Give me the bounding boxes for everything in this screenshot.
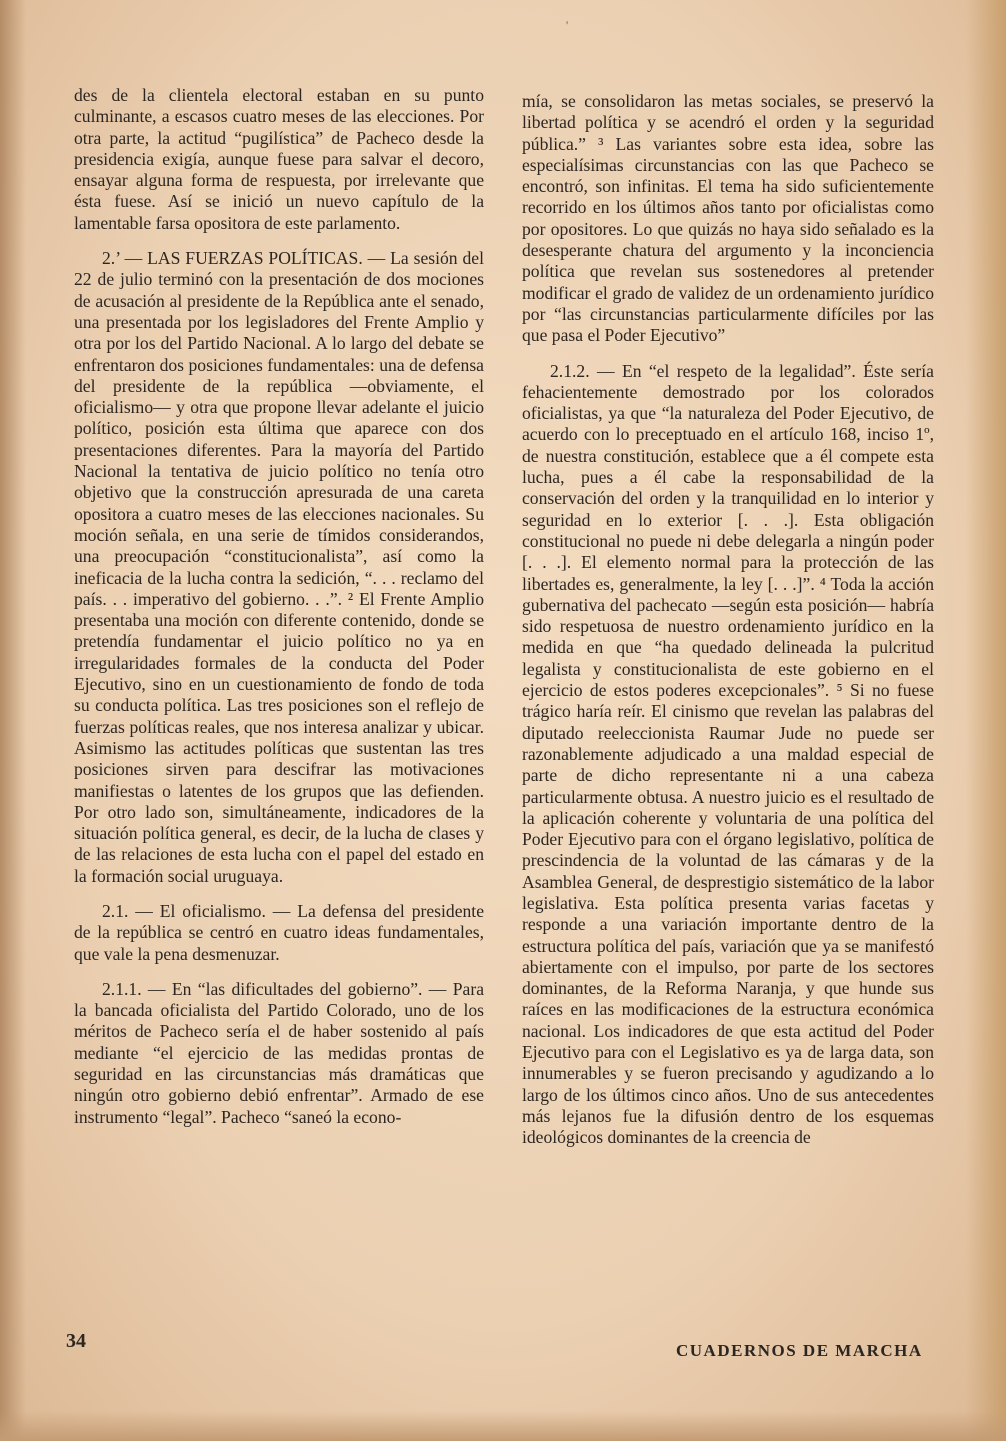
right-column xyxy=(522,91,934,1149)
paragraph-section-2-1-1: 2.1.1. — En “las dificultades del gobierno”. — Para la bancada oficialista del Partido Colorado, uno de los méritos de Pacheco sería el de haber sostenido al país mediante “el ejercicio de las medidas prontas de seguridad en las circunstancias más dramáticas que ningún otro gobierno debió enfrentar”. Armado de ese instrumento “legal”. Pacheco “saneó la econo- xyxy=(74,978,484,1127)
running-footer: CUADERNOS DE MARCHA xyxy=(676,1341,923,1360)
paragraph-section-2-1: 2.1. — El oficialismo. — La defensa del presidente de la república se centró en cuatro ideas fundamentales, que vale la pena desmenuzar. xyxy=(74,900,484,964)
page-edge-shadow-right xyxy=(966,0,1006,1441)
paragraph-section-2-1-2: 2.1.2. — En “el respeto de la legalidad”. Éste sería fehacientemente demostrado por los colorados oficialistas, ya que “la naturaleza del Poder Ejecutivo, de acuerdo con lo preceptuado en el artículo 168, inciso 1º, de nuestra constitución, establece que a él compete esta lucha, pues a él cabe la responsabilidad de la conservación del orden y la tranquilidad en lo interior y seguridad en lo exterior [. . .]. Esta obligación constitucional no puede ni debe delegarla a ningún poder [. . .]. El elemento normal para la protección de las libertades es, generalmente, la ley [. . .]”. ⁴ Toda la acción gubernativa del pachecato —según esta posición— habría sido respetuosa de nuestro ordenamiento jurídico en la medida en que “ha quedado delineada la pulcritud legalista y constitucionalista de este gobierno en el ejercicio de estos poderes excepcionales”. ⁵ Si no fuese trágico haría reír. El cinismo que revelan las palabras del diputado reeleccionista Raumar Jude no puede ser razonablemente adjudicado a una maldad especial de parte de dicho representante ni a una cabeza particularmente obtusa. A nuestro juicio es el resultado de la aplicación coherente y voluntaria de una política del Poder Ejecutivo para con el órgano legislativo, política de prescindencia de la voluntad de las cámaras y de la Asamblea General, de desprestigio sistemático de la labor legislativa. Esta política presenta varias facetas y responde a una variación importante dentro de la estructura política del país, variación que ya se manifestó abiertamente con el impulso, por parte de los sectores dominantes, de la Reforma Naranja, y que hunde sus raíces en las modificaciones de la estructura económica nacional. Los indicadores de que esta actitud del Poder Ejecutivo para con el Legislativo es ya de larga data, son innumerables y se fueron precisando y agudizando a lo largo de los últimos cinco años. Uno de sus antecedentes más lejanos fue la difusión dentro de los esquemas ideológicos dominantes de la creencia de xyxy=(522,360,934,1148)
left-column xyxy=(74,85,484,1128)
page-number: 34 xyxy=(66,1330,86,1352)
paragraph-intro-continued: des de la clientela electoral estaban en su punto culminante, a escasos cuatro meses de las elecciones. Por otra parte, la actitud “pugilística” de Pacheco desde la presidencia exigía, aunque fuese para salvar el decoro, ensayar alguna forma de respuesta, por irrelevante que ésta fuese. Así se inició un nuevo capítulo de la lamentable farsa opositora de este parlamento. xyxy=(74,85,484,233)
paragraph-section-2: 2.’ — LAS FUERZAS POLÍTICAS. — La sesión del 22 de julio terminó con la presentación de dos mociones de acusación al presidente de la República ante el senado, una presentada por los legisladores del Frente Amplio y otra por los del Partido Nacional. A lo largo del debate se enfrentaron dos posiciones fundamentales: una de defensa del presidente de la república —obviamente, el oficialismo— y otra que propone llevar adelante el juicio político, posición esta última que aparece con dos presentaciones diferentes. Para la mayoría del Partido Nacional la tentativa de juicio político no tenía otro objetivo que la construcción apresurada de una careta opositora a cuatro meses de las elecciones nacionales. Su moción señala, en una serie de tímidos considerandos, una preocupación “constitucionalista”, así como la ineficacia de la lucha contra la sedición, “. . . reclamo del país. . . imperativo del gobierno. . .”. ² El Frente Amplio presentaba una moción con diferente contenido, donde se pretendía fundamentar el juicio político no ya en irregularidades formales de la conducta del Poder Ejecutivo, sino en un cuestionamiento de fondo de toda su conducta política. Las tres posiciones son el reflejo de fuerzas políticas reales, que nos interesa analizar y ubicar. Asimismo las actitudes políticas que sustentan las tres posiciones sirven para descifrar las motivaciones manifiestas o latentes de los grupos que las defienden. Por otro lado son, simultáneamente, indicadores de la situación política general, es decir, de la lucha de clases y de las relaciones de esta lucha con el papel del estado en la formación social uruguaya. xyxy=(74,248,484,886)
page-edge-shadow-bottom xyxy=(0,1411,1006,1441)
paragraph-section-2-1-1-continued: mía, se consolidaron las metas sociales, se preservó la libertad política y se acendró el orden y la seguridad pública.” ³ Las variantes sobre esta idea, sobre las especialísimas circunstancias con las que Pacheco se encontró, son infinitas. El tema ha sido suficientemente recorrido en los últimos años tanto por oficialistas como por opositores. Lo que quizás no haya sido señalado es la desesperante chatura del argumento y la inconciencia política que revelan sus sostenedores al pretender modificar el grado de validez de un ordenamiento jurídico por “las circunstancias particularmente difíciles por las que pasa el Poder Ejecutivo” xyxy=(522,91,934,346)
top-mark: ' xyxy=(566,18,569,32)
page-edge-shadow-left xyxy=(0,0,26,1441)
